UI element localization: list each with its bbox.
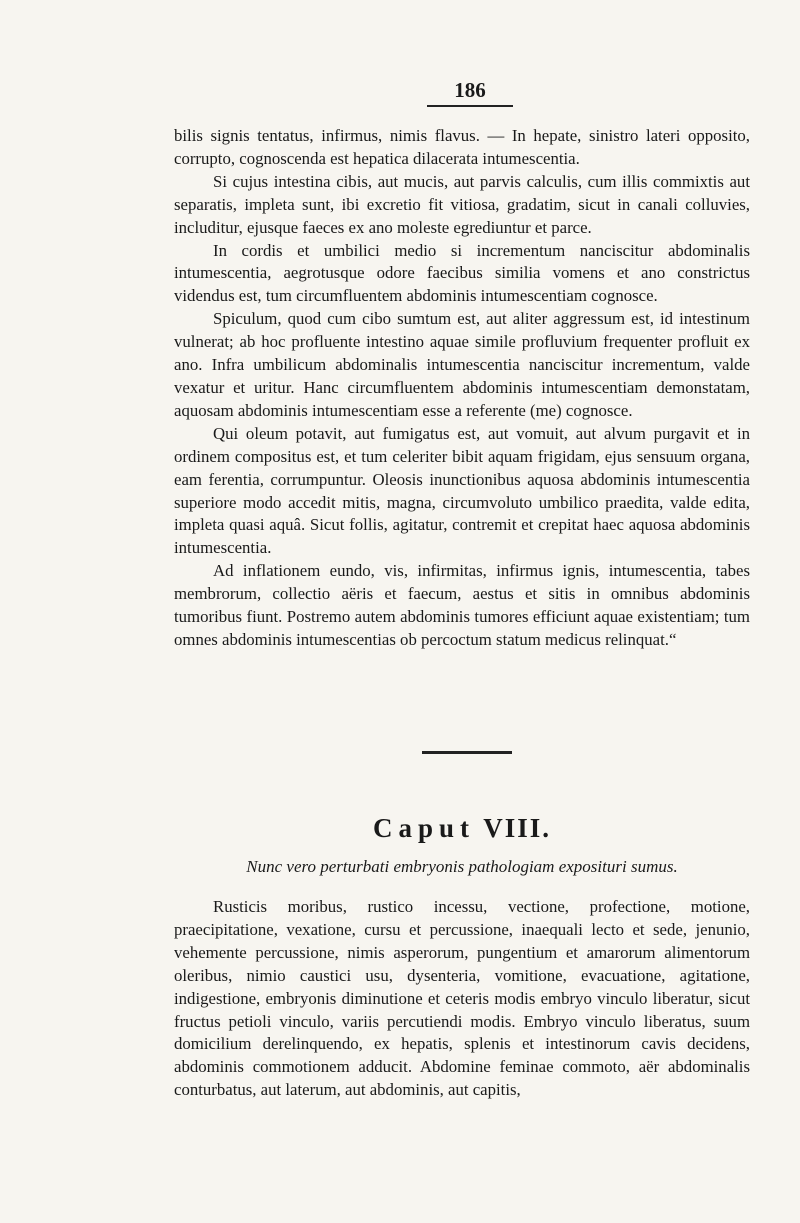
page-number-rule bbox=[427, 105, 513, 107]
paragraph: Si cujus intestina cibis, aut mucis, aut parvis calculis, cum illis commixtis aut separatis, impleta sunt, ibi excretio fit vitiosa, gradatim, sicut in canali colluvies, includitur, ejusque faeces ex ano moleste egrediuntur et parce. bbox=[174, 171, 750, 237]
chapter-numeral: VIII. bbox=[483, 813, 552, 843]
paragraph: bilis signis tentatus, infirmus, nimis flavus. — In hepate, sinistro lateri opposito, corrupto, cognoscenda est hepatica dilacerata intumescentia. bbox=[174, 126, 750, 168]
paragraph: Qui oleum potavit, aut fumigatus est, aut vomuit, aut alvum purgavit et in ordinem compositus est, et tum celeriter bibit aquam frigidam, ejus sensuum organa, eam ferentia, corrumpuntur. Oleosis inunctionibus aquosa abdominis intumescentia superiore modo accedit mitis, magna, circumvoluto umbilico praedita, valde edita, impleta quasi aquâ. Sicut follis, agitatur, contremit et crepitat haec aquosa abdominis intumescentia. bbox=[174, 423, 750, 558]
paragraph: In cordis et umbilici medio si incrementum nanciscitur abdominalis intumescentia, aegrotusque odore faecibus similia vomens et ano constrictus videndus est, tum circumfluentem abdominis intumescentiam cognosce. bbox=[174, 240, 750, 306]
paragraph: Spiculum, quod cum cibo sumtum est, aut aliter aggressum est, id intestinum vulnerat; ab hoc profluente intestino aquae simile profluvium frequenter profluit ex ano. Infra umbilicum abdominalis intumescentia nanciscitur incrementum, valde vexatur et uritur. Hanc circumfluentem abdominis intumescentiam demonstatam, aquosam abdominis intumescentiam esse a referente (me) cognosce. bbox=[174, 309, 750, 420]
paragraph: Rusticis moribus, rustico incessu, vectione, profectione, motione, praecipitatione, vexatione, cursu et percussione, inaequali lecto et sede, jenunio, vehemente percussione, nimis asperorum, pungentium et amarorum alimentorum oleribus, nimio caustici usu, dysenteria, vomitione, evacuatione, agitatione, indigestione, embryonis diminutione et ceteris modis embryo vinculo liberatur, sicut fructus petioli vinculo, variis percutiendi modis. Embryo vinculo liberatus, suum domicilium derelinquendo, ex hepatis, splenis et intestinorum cavis decidens, abdominis commotionem adducit. Abdomine feminae commoto, aër abdominalis conturbatus, aut laterum, aut abdominis, aut capitis, bbox=[174, 897, 750, 1100]
page-number: 186 bbox=[454, 78, 486, 102]
text-block-bottom bbox=[174, 896, 750, 1102]
paragraph: Ad inflationem eundo, vis, infirmitas, infirmus ignis, intumescentia, tabes membrorum, collectio aëris et faecum, aestus et sitis in omnibus abdominis tumoribus fiunt. Postremo autem abdominis tumores efficiunt aquae existentiam; tum omnes abdominis intumescentias ob percoctum statum medicus relinquat.“ bbox=[174, 561, 750, 649]
chapter-label: Caput bbox=[372, 813, 475, 843]
text-block-top bbox=[174, 125, 750, 652]
chapter-heading bbox=[174, 813, 750, 844]
chapter-subtitle: Nunc vero perturbati embryonis pathologiam exposituri sumus. bbox=[246, 857, 678, 876]
section-divider bbox=[422, 751, 512, 754]
